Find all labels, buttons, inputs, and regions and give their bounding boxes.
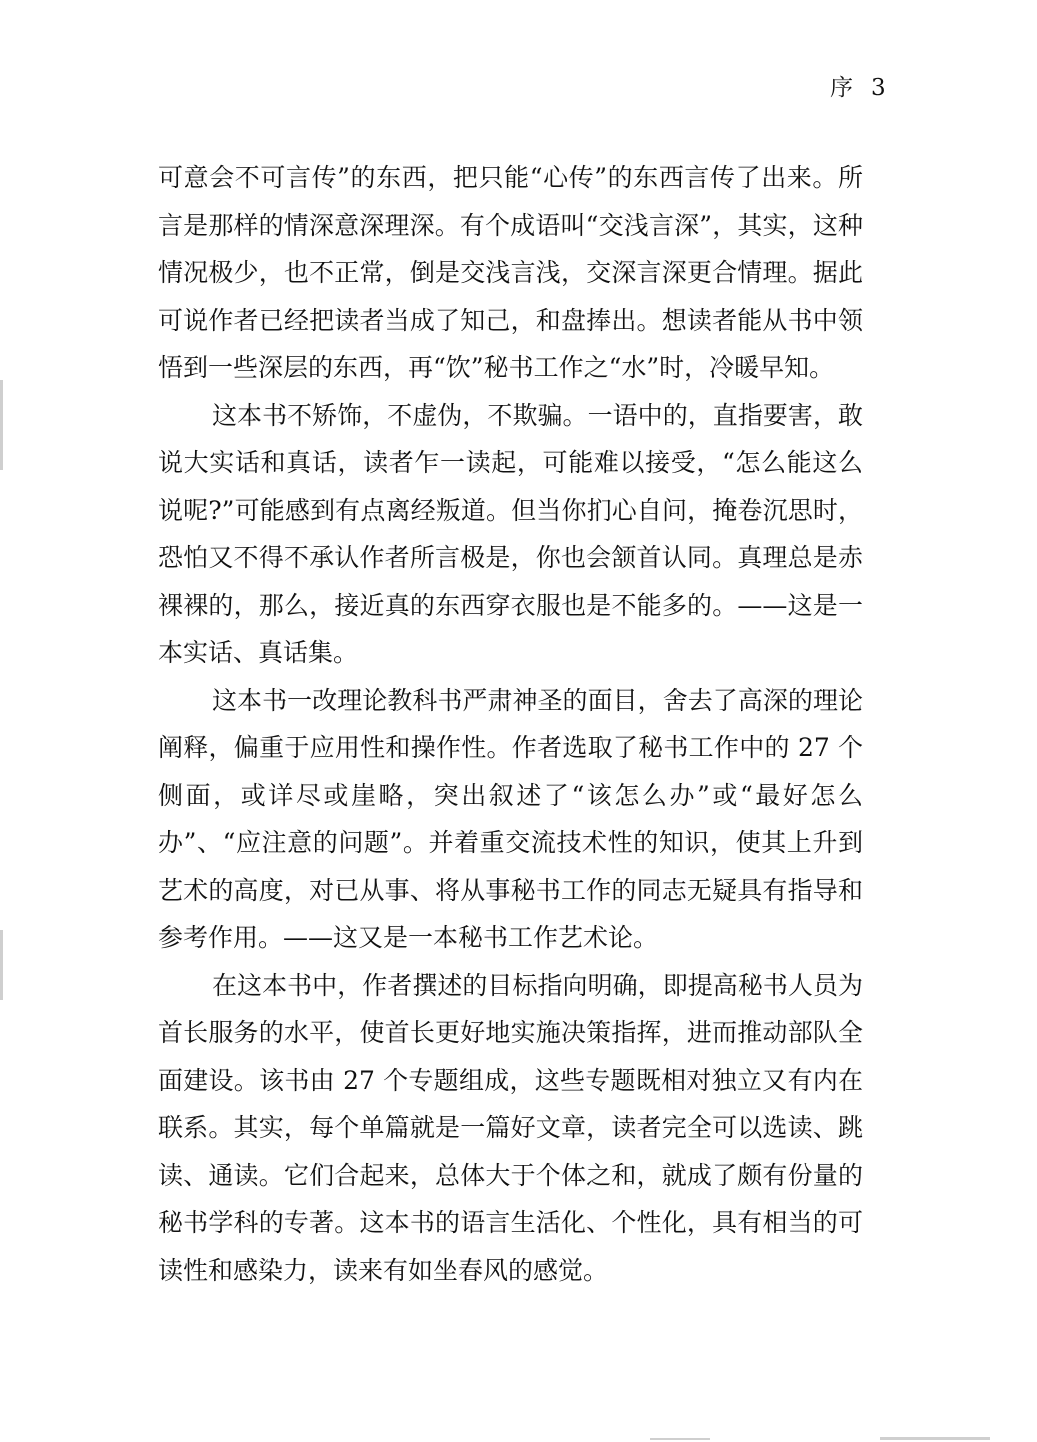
page-number: 3 — [871, 75, 888, 101]
scan-edge-mark — [0, 380, 3, 470]
paragraph: 这本书不矫饰，不虚伪，不欺骗。一语中的，直指要害，敢说大实话和真话，读者乍一读起，可能难以接受，“怎么能这么说呢?”可能感到有点离经叛道。但当你扪心自问，掩卷沉思时，恐怕又不得不承认作者所言极是，你也会颔首认同。真理总是赤裸裸的，那么，接近真的东西穿衣服也是不能多的。——这是一本实话、真话集。 — [158, 400, 863, 667]
body-text — [158, 154, 863, 1294]
scan-bottom-mark — [650, 1438, 710, 1440]
paragraph: 在这本书中，作者撰述的目标指向明确，即提高秘书人员为首长服务的水平，使首长更好地实施决策指挥，进而推动部队全面建设。该书由 27 个专题组成，这些专题既相对独立又有内在联系。其实，每个单篇就是一篇好文章，读者完全可以选读、跳读、通读。它们合起来，总体大于个体之和，就成了颇有份量的秘书学科的专著。这本书的语言生活化、个性化，具有相当的可读性和感染力，读来有如坐春风的感觉。 — [158, 970, 863, 1285]
chapter-title: 序 — [830, 75, 855, 101]
scan-bottom-mark — [880, 1437, 990, 1440]
scan-edge-mark — [0, 930, 3, 1000]
paragraph: 这本书一改理论教科书严肃神圣的面目，舍去了高深的理论阐释，偏重于应用性和操作性。作者选取了秘书工作中的 27 个侧面，或详尽或崖略，突出叙述了“该怎么办”或“最好怎么办”、“应注意的问题”。并着重交流技术性的知识，使其上升到艺术的高度，对已从事、将从事秘书工作的同志无疑具有指导和参考作用。——这又是一本秘书工作艺术论。 — [158, 685, 863, 952]
paragraph-continued: 可意会不可言传”的东西，把只能“心传”的东西言传了出来。所言是那样的情深意深理深。有个成语叫“交浅言深”，其实，这种情况极少，也不正常，倒是交浅言浅，交深言深更合情理。据此可说作者已经把读者当成了知己，和盘捧出。想读者能从书中领悟到一些深层的东西，再“饮”秘书工作之“水”时，冷暖早知。 — [158, 163, 863, 382]
running-header — [830, 74, 888, 102]
